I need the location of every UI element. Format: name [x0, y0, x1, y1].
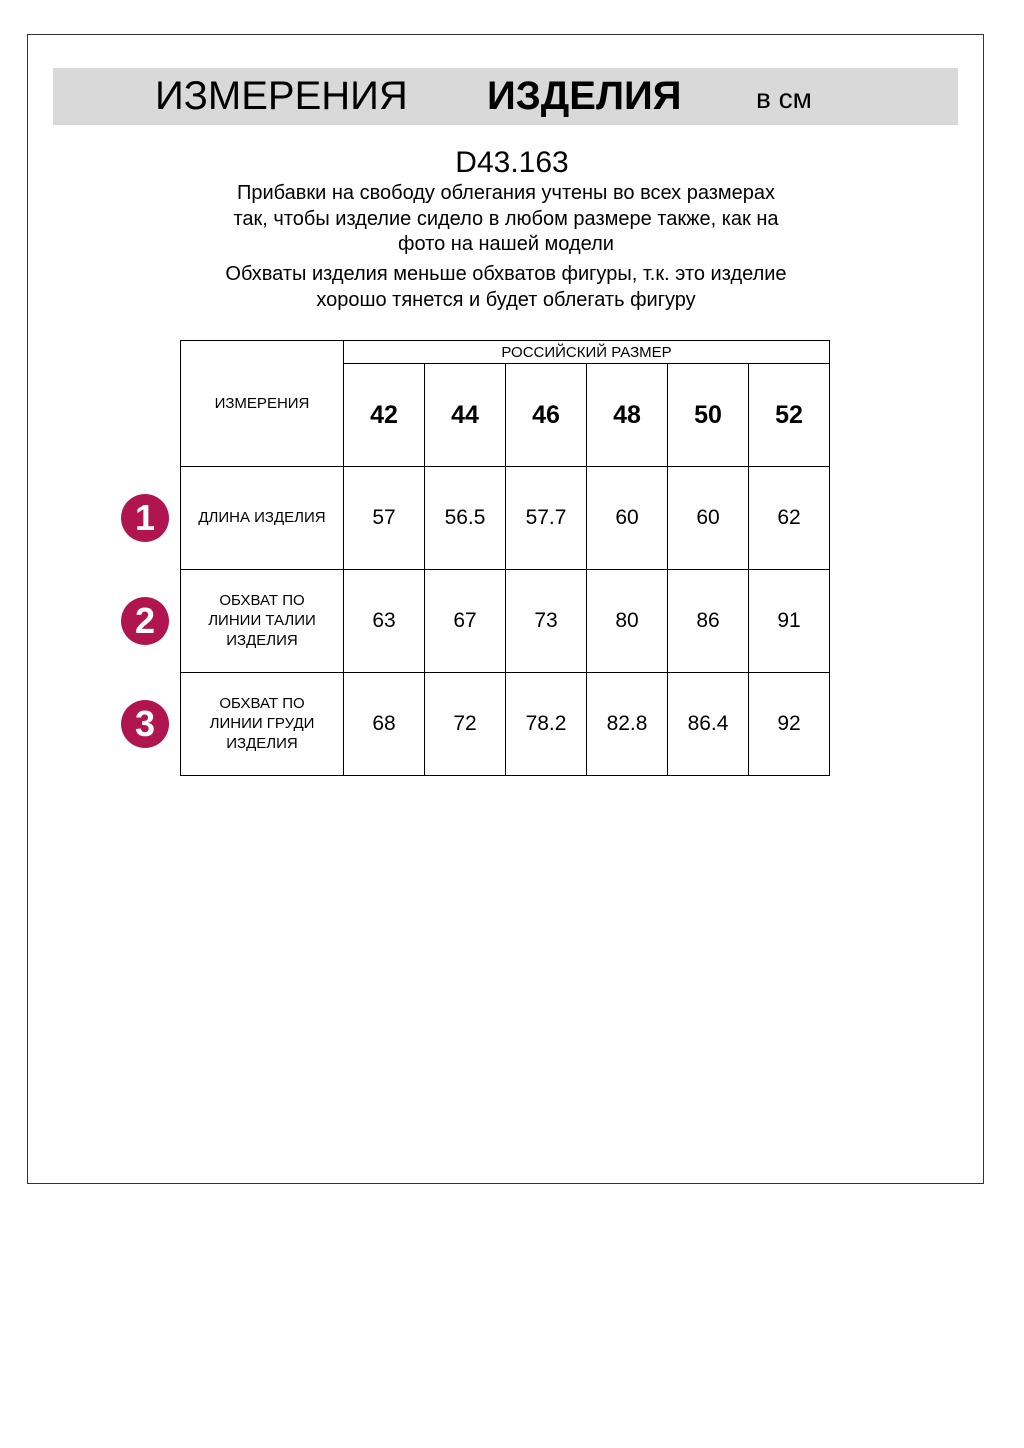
product-code: D43.163 — [455, 146, 569, 179]
size-header: 48 — [587, 364, 668, 467]
title-word-measurements: ИЗМЕРЕНИЯ — [155, 74, 408, 118]
row-label-line: ОБХВАТ ПО — [219, 695, 305, 712]
title-banner — [53, 68, 958, 125]
table-row — [181, 673, 830, 776]
size-header: 46 — [506, 364, 587, 467]
row-label-line: ОБХВАТ ПО — [219, 592, 305, 609]
row-label-line: ИЗДЕЛИЯ — [226, 632, 298, 649]
table-cell: 60 — [587, 467, 668, 570]
table-row — [181, 467, 830, 570]
table-cell: 73 — [506, 570, 587, 673]
number-badge-2: 2 — [121, 597, 169, 645]
stretch-note-line: Обхваты изделия меньше обхватов фигуры, т.к. это изделие — [225, 263, 787, 285]
fit-note-line: Прибавки на свободу облегания учтены во всех размерах — [236, 182, 776, 204]
size-header: 44 — [425, 364, 506, 467]
table-cell: 86.4 — [668, 673, 749, 776]
row-label-waist — [181, 570, 344, 673]
number-badge-1: 1 — [121, 494, 169, 542]
row-label-length — [181, 467, 344, 570]
table-cell: 57 — [344, 467, 425, 570]
stretch-note-line: хорошо тянется и будет облегать фигуру — [316, 288, 696, 311]
number-badge-3: 3 — [121, 700, 169, 748]
size-table — [180, 340, 830, 776]
row-label-line: ИЗДЕЛИЯ — [226, 735, 298, 752]
table-cell: 92 — [749, 673, 830, 776]
row-label-line: ДЛИНА ИЗДЕЛИЯ — [198, 509, 326, 526]
table-cell: 56.5 — [425, 467, 506, 570]
measurements-header: ИЗМЕРЕНИЯ — [181, 341, 344, 467]
row-label-chest — [181, 673, 344, 776]
table-cell: 86 — [668, 570, 749, 673]
fit-note-line: так, чтобы изделие сидело в любом размере также, как на — [233, 207, 779, 230]
table-cell: 80 — [587, 570, 668, 673]
table-cell: 91 — [749, 570, 830, 673]
table-cell: 63 — [344, 570, 425, 673]
title-word-product: ИЗДЕЛИЯ — [487, 74, 682, 118]
table-cell: 78.2 — [506, 673, 587, 776]
table-cell: 82.8 — [587, 673, 668, 776]
row-label-line: ЛИНИИ ГРУДИ — [209, 715, 315, 732]
table-cell: 68 — [344, 673, 425, 776]
size-header: 52 — [749, 364, 830, 467]
russian-size-header: РОССИЙСКИЙ РАЗМЕР — [344, 341, 830, 364]
table-row — [181, 570, 830, 673]
fit-note — [0, 181, 1012, 258]
table-cell: 60 — [668, 467, 749, 570]
stretch-note — [0, 262, 1012, 313]
size-header: 42 — [344, 364, 425, 467]
fit-note-line: фото на нашей модели — [398, 233, 614, 255]
table-cell: 72 — [425, 673, 506, 776]
table-cell: 62 — [749, 467, 830, 570]
table-cell: 57.7 — [506, 467, 587, 570]
table-cell: 67 — [425, 570, 506, 673]
row-label-line: ЛИНИИ ТАЛИИ — [208, 612, 316, 629]
size-header: 50 — [668, 364, 749, 467]
title-unit: в см — [756, 83, 812, 114]
